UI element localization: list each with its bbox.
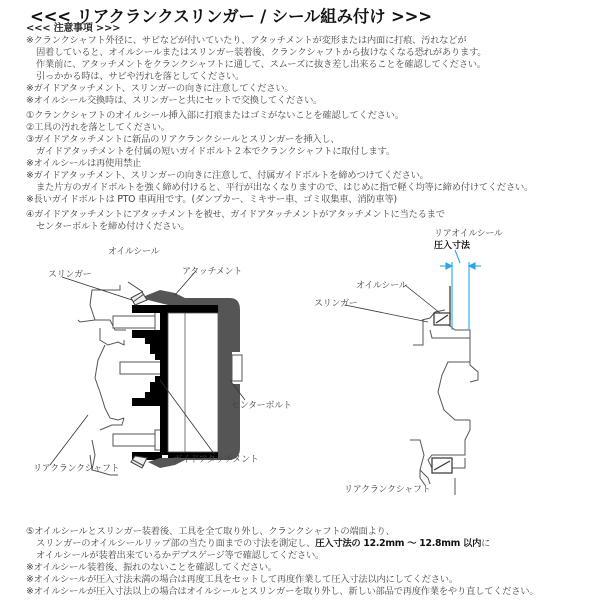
caution-line: ※ガイドアタッチメント、スリンガーの向きに注意してください。 (26, 83, 294, 94)
caution-line: 作業前に、アタッチメントをクランクシャフトに通して、スムーズに抜き差し出来ることを確認してください。 (36, 59, 486, 70)
step-5-cont: オイルシールが装着出来ているかデプスゲージ等で確認してください。 (36, 550, 325, 561)
step-5-note: ※オイルシールが圧入寸法以上の場合はオイルシールとスリンガーを取り外し、新しい部品で再度作業をやり直してください。 (26, 586, 539, 597)
step-2: ②工具の汚れを落としてください。 (26, 122, 170, 133)
label-guide-attachment: ガイドアタッチメント (173, 455, 259, 465)
page-title: <<< リアクランクスリンガー / シール組み付け >>> (30, 7, 432, 26)
label-slinger: スリンガー (48, 270, 92, 280)
step-5-text: に (481, 538, 491, 549)
label-right-rear-crankshaft: リアクランクシャフト (344, 485, 431, 495)
label-right-slinger: スリンガー (314, 299, 358, 309)
caution-line: 固着していると、オイルシールまたはスリンガー装着後、クランクシャフトから抜けなくなる恐れがあります。 (36, 47, 487, 58)
step-3-note: ※ガイドアタッチメント、スリンガーの向きに注意して、付属ガイドボルトを締めつけてください。 (26, 170, 429, 181)
label-rear-oil-seal: リアオイルシール (434, 229, 503, 239)
label-oil-seal: オイルシール (108, 247, 160, 257)
label-press-fit-dimension: 圧入寸法 (434, 241, 471, 251)
step-5-note: ※オイルシールが圧入寸法未満の場合は再度工具をセットして再度作業して圧入寸法以内にしてください。 (26, 574, 458, 585)
label-rear-crankshaft: リアクランクシャフト (33, 464, 120, 474)
label-right-oil-seal: オイルシール (356, 281, 408, 291)
caution-line: 引っかかる時は、サビや汚れを落としてください。 (36, 71, 245, 82)
step-3-note: ※オイルシールは再使用禁止 (26, 158, 142, 169)
label-center-bolt: センターボルト (231, 401, 292, 411)
caution-line: ※オイルシール交換時は、スリンガーと共にセットで交換してください。 (26, 95, 323, 106)
step-3-note: また片方のガイドボルトを強く締め付けると、平行が出なくなりますので、はじめに指で軽く均等に締め付けてください。 (36, 182, 534, 193)
step-4: ④ガイドアタッチメントにアタッチメントを被せ、ガイドアタッチメントがアタッチメントに当たるまで (26, 209, 445, 220)
step-5-cont (26, 538, 490, 550)
caution-line: ※クランクシャフト外径に、サビなどが付いていたり、アタッチメントが変形または内面に打痕、汚れなどが (26, 35, 467, 46)
step-3-note: ※長いガイドボルトは PTO 車両用です。(ダンプカー、ミキサー車、ゴミ収集車、消防車等) (26, 194, 397, 205)
step-1: ①クランクシャフトのオイルシール挿入部に打痕またはゴミがないことを確認してください。 (26, 110, 404, 121)
step-3-cont: ガイドアタッチメントを付属の短いガイドボルト２本でクランクシャフトに取付します。 (36, 146, 395, 157)
label-attachment: アタッチメント (182, 267, 242, 277)
step-5-note: ※オイルシール装着後、振れのないことを確認してください。 (26, 562, 277, 573)
cautions-heading: <<< 注意事項 >>> (26, 23, 121, 34)
step-5: ⑤オイルシールとスリンガー装着後、工具を全て取り外し、クランクシャフトの端面より、 (26, 526, 395, 537)
step-5-text: スリンガーのオイルシールリップ部の当たり面までの寸法を測定し、 (36, 538, 316, 549)
step-3: ③ガイドアタッチメントに新品のリアクランクシールとスリンガーを挿入し、 (26, 134, 340, 145)
step-4-cont: センターボルトを締め付けください。 (36, 221, 190, 232)
press-fit-spec: 圧入寸法の 12.2mm ～ 12.8mm 以内 (315, 538, 482, 549)
